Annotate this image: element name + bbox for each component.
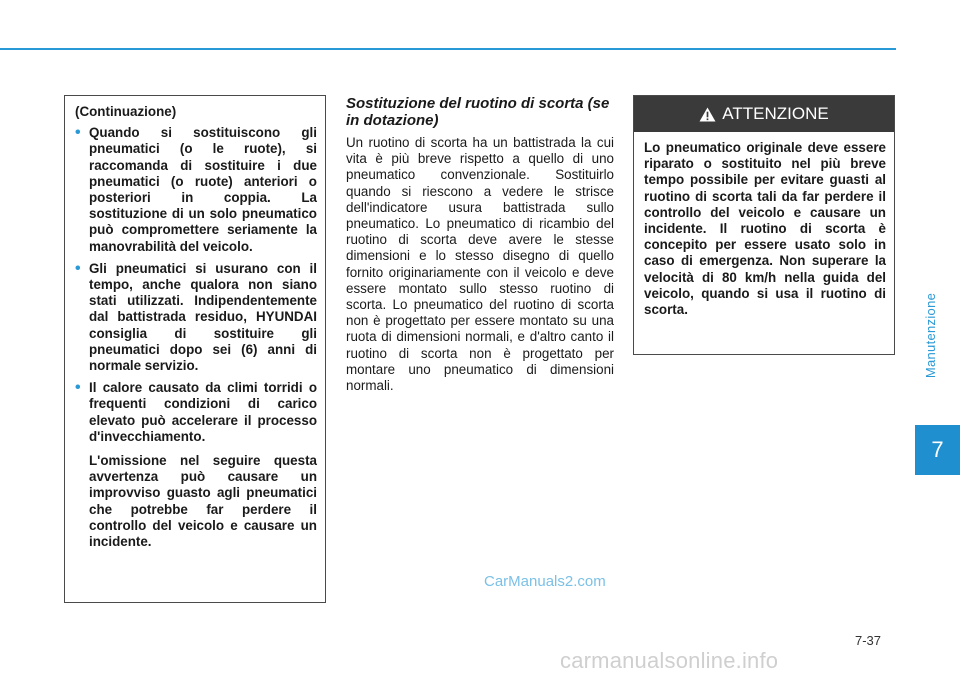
section-column <box>346 95 614 394</box>
warning-box <box>64 95 326 603</box>
chapter-number-tab[interactable] <box>915 425 960 475</box>
warning-closing: L'omissione nel seguire questa avvertenza può causare un improvviso guasto agli pneumatici che potrebbe far perdere il controllo del veicolo e causare un incidente. <box>89 453 317 550</box>
chapter-tab-label <box>916 240 946 430</box>
page-number: 7-37 <box>855 633 882 648</box>
caution-title: ATTENZIONE <box>722 104 829 123</box>
chapter-number: 7 <box>931 437 944 462</box>
caution-header <box>634 96 894 132</box>
warning-triangle-icon <box>699 107 716 122</box>
caution-box <box>633 95 895 355</box>
section-body: Un ruotino di scorta ha un battistrada la cui vita è più breve rispetto a quello di uno pneumatico convenzionale. Sostituirlo quando si riescono a vedere le strisce dell'indicatore usura battistrada sullo pneumatico. Lo pneumatico di ricambio del ruotino di scorta deve avere le stesse dimensioni e lo stesso disegno di quello fornito originariamente con il veicolo e deve essere montato sullo stesso ruotino di scorta. Lo pneumatico del ruotino di scorta non è progettato per essere montato su una ruota di dimensioni normali, e d'altro canto il ruotino di scorta non è progettato per montare uno pneumatico di dimensioni normali. <box>346 135 614 394</box>
warning-list <box>75 125 317 445</box>
watermark[interactable]: CarManuals2.com <box>484 573 606 590</box>
warning-item: • Quando si sostituiscono gli pneumatici (o le ruote), si raccomanda di sostituire i due pneumatici (o ruote) anteriori o posteriori in coppia. La sostituzione di un solo pneumatico può compromettere seriamente la manovrabilità del veicolo. <box>75 125 317 255</box>
continuation-label: (Continuazione) <box>75 104 177 119</box>
caution-body: Lo pneumatico originale deve essere riparato o sostituito nel più breve tempo possibile per evitare guasti al ruotino di scorta tali da far perdere il controllo del veicolo e causare un incidente. Il ruotino di scorta è concepito per essere usato solo in caso di emergenza. Non superare la velocità di 80 km/h nella guida del veicolo, quando si usa il ruotino di scorta. <box>644 140 886 318</box>
warning-item: • Il calore causato da climi torridi o frequenti condizioni di carico elevato può accelerare il processo d'invecchiamento. <box>75 380 317 445</box>
footer-watermark: carmanualsonline.info <box>560 648 779 673</box>
section-heading: Sostituzione del ruotino di scorta (se in dotazione) <box>346 95 610 129</box>
chapter-title: Manutenzione <box>923 292 939 378</box>
header-rule <box>0 48 896 50</box>
warning-item: • Gli pneumatici si usurano con il tempo, anche qualora non siano stati utilizzati. Indipendentemente dal battistrada residuo, HYUNDAI consiglia di sostituire gli pneumatici dopo sei (6) anni di normale servizio. <box>75 261 317 374</box>
